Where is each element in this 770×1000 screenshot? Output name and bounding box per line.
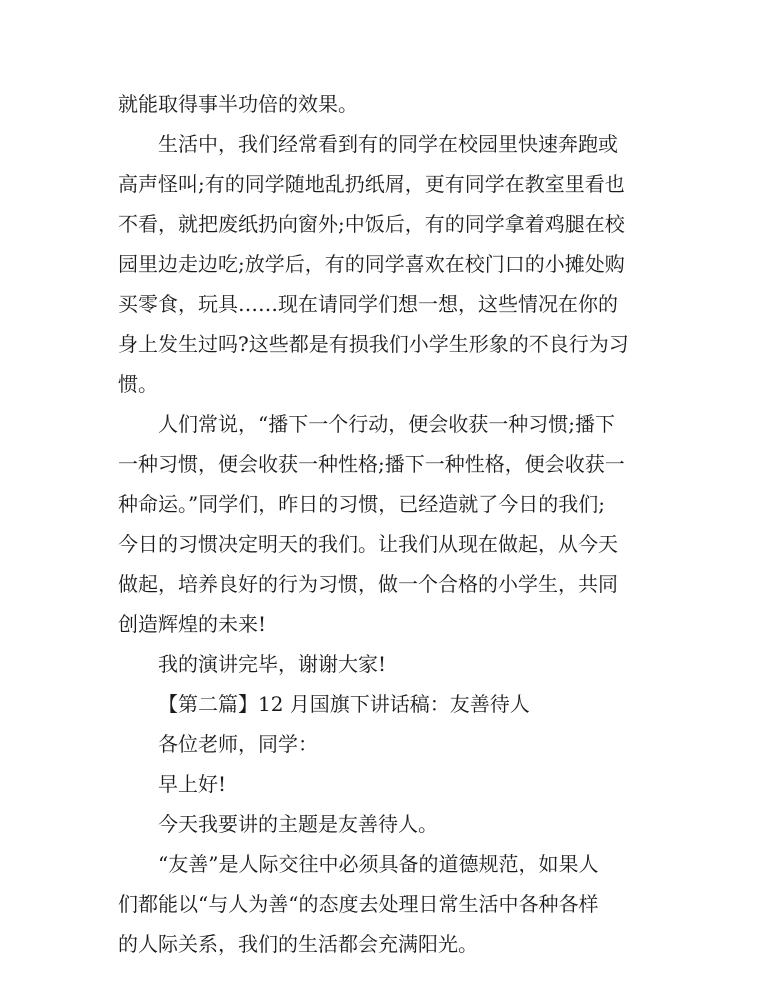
text-line: 身上发生过吗?这些都是有损我们小学生形象的不良行为习 xyxy=(118,332,629,356)
text-line: 种命运。”同学们，昨日的习惯，已经造就了今日的我们; xyxy=(118,492,605,516)
text-line: 买零食，玩具……现在请同学们想一想，这些情况在你的 xyxy=(118,292,618,316)
text-line: 高声怪叫;有的同学随地乱扔纸屑，更有同学在教室里看也 xyxy=(118,172,625,196)
document-body xyxy=(118,84,658,964)
text-line: 人们常说，“播下一个行动，便会收获一种习惯;播下 xyxy=(158,412,615,436)
text-line: 我的演讲完毕，谢谢大家! xyxy=(158,652,387,676)
text-line: 【第二篇】12 月国旗下讲话稿：友善待人 xyxy=(158,692,530,716)
text-line: 不看，就把废纸扔向窗外;中饭后，有的同学拿着鸡腿在校 xyxy=(118,212,625,236)
text-line: 今天我要讲的主题是友善待人。 xyxy=(158,812,438,836)
text-line: 的人际关系，我们的生活都会充满阳光。 xyxy=(118,932,478,956)
text-line: 园里边走边吃;放学后，有的同学喜欢在校门口的小摊处购 xyxy=(118,252,625,276)
text-line: 生活中，我们经常看到有的同学在校园里快速奔跑或 xyxy=(158,132,618,156)
text-line: 各位老师，同学： xyxy=(158,732,318,756)
text-line: 今日的习惯决定明天的我们。让我们从现在做起，从今天 xyxy=(118,532,618,556)
text-line: 早上好! xyxy=(158,772,227,796)
text-line: 就能取得事半功倍的效果。 xyxy=(118,92,358,116)
text-line: 创造辉煌的未来! xyxy=(118,612,267,636)
text-line: 们都能以“与人为善“的态度去处理日常生活中各种各样 xyxy=(118,892,599,916)
text-line: “友善”是人际交往中必须具备的道德规范，如果人 xyxy=(158,852,599,876)
text-line: 惯。 xyxy=(118,372,158,396)
text-line: 做起，培养良好的行为习惯，做一个合格的小学生，共同 xyxy=(118,572,618,596)
text-line: 一种习惯，便会收获一种性格;播下一种性格，便会收获一 xyxy=(118,452,625,476)
